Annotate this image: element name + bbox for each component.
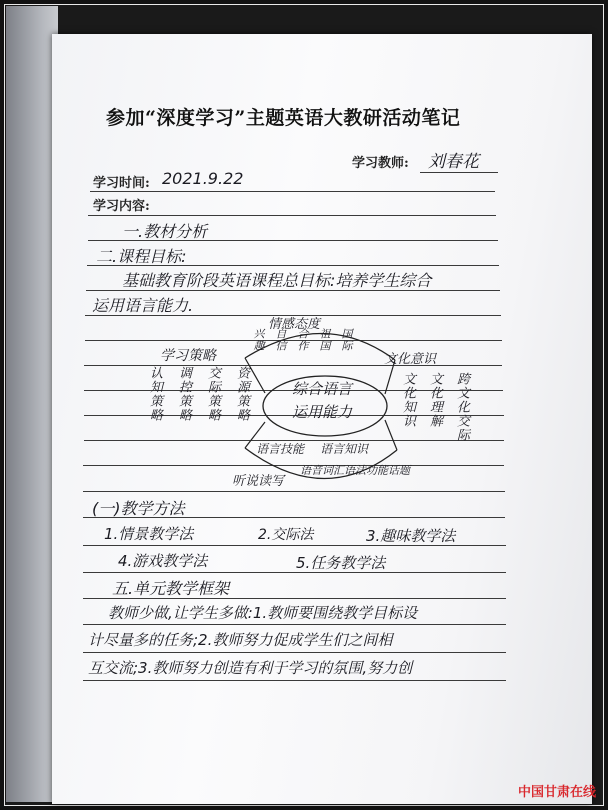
culture-item: 跨文化交际 bbox=[454, 372, 469, 442]
mindmap-center-line1: 综合语言 bbox=[292, 380, 353, 398]
strategy-item: 调控策略 bbox=[176, 366, 191, 422]
time-value: 2021.9.22 bbox=[162, 169, 244, 188]
teacher-name: 刘春花 bbox=[428, 152, 479, 172]
emotion-item: 国际 bbox=[340, 328, 353, 352]
time-label: 学习时间: bbox=[93, 176, 150, 191]
method-item: 1.情景教学法 bbox=[104, 525, 194, 543]
culture-items bbox=[398, 372, 471, 442]
mindmap-culture: 文化意识 bbox=[384, 352, 437, 367]
mindmap-skills: 语言技能 bbox=[256, 442, 305, 456]
rule-line bbox=[83, 572, 506, 573]
emotion-item: 合作 bbox=[296, 328, 309, 352]
note-overall-goal-cont: 运用语言能力. bbox=[92, 296, 194, 315]
emotion-item: 兴趣 bbox=[252, 328, 265, 352]
mindmap-knowledge-detail: 语音词汇语法功能话题 bbox=[300, 464, 410, 477]
emotion-item: 自信 bbox=[274, 328, 287, 352]
strategy-item: 资源策略 bbox=[234, 366, 249, 422]
mindmap-emotion: 情感态度 bbox=[268, 317, 321, 332]
note-textbook-analysis: 一.教材分析 bbox=[122, 222, 208, 241]
rule-line bbox=[83, 624, 506, 625]
culture-item: 文化理解 bbox=[427, 372, 442, 428]
rule-line bbox=[88, 215, 496, 216]
paragraph-line: 教师少做,让学生多做:1.教师要围绕教学目标设 bbox=[108, 604, 418, 622]
methods-heading: (一)教学方法 bbox=[92, 499, 185, 518]
culture-item: 文化知识 bbox=[400, 372, 415, 428]
background-sheet bbox=[6, 6, 58, 802]
emotion-item: 祖国 bbox=[318, 328, 331, 352]
method-item: 3.趣味教学法 bbox=[366, 527, 456, 545]
site-watermark: 中国甘肃在线 bbox=[517, 785, 596, 800]
teacher-label: 学习教师: bbox=[352, 156, 409, 171]
strategy-item: 认知策略 bbox=[147, 366, 162, 422]
unit-framework-heading: 五.单元教学框架 bbox=[112, 579, 230, 598]
content-label: 学习内容: bbox=[93, 199, 150, 214]
mindmap-skills-detail: 听说读写 bbox=[232, 474, 285, 489]
note-course-goals: 二.课程目标: bbox=[96, 247, 187, 266]
strategy-item: 交际策略 bbox=[205, 366, 220, 422]
method-item: 5.任务教学法 bbox=[296, 554, 386, 572]
rule-line bbox=[83, 652, 506, 653]
mindmap-knowledge: 语言知识 bbox=[320, 442, 369, 456]
rule-line bbox=[90, 191, 495, 192]
emotion-items bbox=[250, 328, 354, 352]
mindmap-center-line2: 运用能力 bbox=[292, 403, 353, 421]
paragraph-line: 计尽量多的任务;2.教师努力促成学生们之间相 bbox=[88, 631, 393, 649]
paragraph-line: 互交流;3.教师努力创造有利于学习的氛围,努力创 bbox=[88, 659, 413, 677]
strategy-items bbox=[145, 366, 251, 422]
note-overall-goal: 基础教育阶段英语课程总目标:培养学生综合 bbox=[122, 271, 432, 290]
mindmap-strategy: 学习策略 bbox=[160, 348, 216, 364]
document-title: 参加“深度学习”主题英语大教研活动笔记 bbox=[106, 107, 461, 129]
rule-line bbox=[83, 680, 506, 681]
teacher-underline bbox=[420, 172, 498, 173]
method-item: 2.交际法 bbox=[258, 527, 314, 543]
method-item: 4.游戏教学法 bbox=[118, 552, 208, 570]
